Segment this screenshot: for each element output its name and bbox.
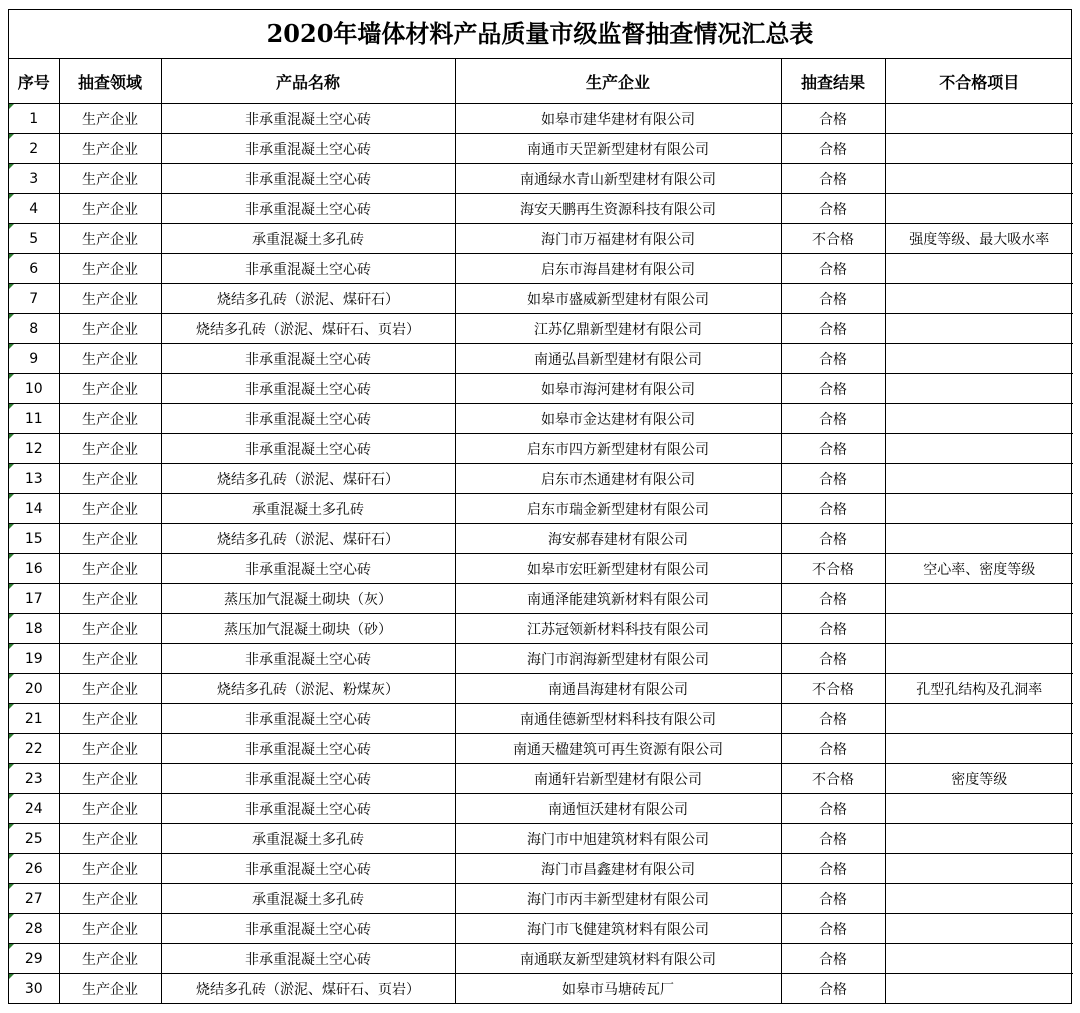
table-row [9, 944, 1073, 974]
cell-result: 不合格 [781, 224, 885, 254]
cell-index: 2 [9, 134, 59, 164]
cell-failed-items: 孔型孔结构及孔洞率 [885, 674, 1073, 704]
cell-failed-items [885, 734, 1073, 764]
cell-index: 13 [9, 464, 59, 494]
cell-product: 非承重混凝土空心砖 [161, 404, 455, 434]
cell-company: 江苏亿鼎新型建材有限公司 [455, 314, 781, 344]
cell-company: 海门市昌鑫建材有限公司 [455, 854, 781, 884]
cell-field: 生产企业 [59, 764, 161, 794]
cell-index: 16 [9, 554, 59, 584]
cell-field: 生产企业 [59, 884, 161, 914]
cell-field: 生产企业 [59, 554, 161, 584]
table-row [9, 134, 1073, 164]
cell-field: 生产企业 [59, 164, 161, 194]
cell-index: 1 [9, 104, 59, 134]
table-row [9, 764, 1073, 794]
cell-result: 合格 [781, 434, 885, 464]
cell-failed-items [885, 344, 1073, 374]
cell-product: 非承重混凝土空心砖 [161, 794, 455, 824]
header-failed-items: 不合格项目 [885, 59, 1073, 104]
cell-product: 非承重混凝土空心砖 [161, 134, 455, 164]
cell-field: 生产企业 [59, 584, 161, 614]
cell-failed-items [885, 434, 1073, 464]
table-row [9, 704, 1073, 734]
cell-company: 南通昌海建材有限公司 [455, 674, 781, 704]
cell-field: 生产企业 [59, 974, 161, 1004]
cell-index: 22 [9, 734, 59, 764]
cell-product: 非承重混凝土空心砖 [161, 704, 455, 734]
cell-product: 蒸压加气混凝土砌块（灰） [161, 584, 455, 614]
cell-result: 合格 [781, 134, 885, 164]
cell-failed-items [885, 464, 1073, 494]
cell-failed-items [885, 104, 1073, 134]
cell-product: 烧结多孔砖（淤泥、煤矸石、页岩） [161, 314, 455, 344]
cell-company: 南通弘昌新型建材有限公司 [455, 344, 781, 374]
cell-index: 14 [9, 494, 59, 524]
table-row [9, 104, 1073, 134]
cell-failed-items [885, 614, 1073, 644]
cell-field: 生产企业 [59, 674, 161, 704]
header-field: 抽查领域 [59, 59, 161, 104]
cell-field: 生产企业 [59, 314, 161, 344]
cell-product: 非承重混凝土空心砖 [161, 374, 455, 404]
cell-company: 海门市润海新型建材有限公司 [455, 644, 781, 674]
table-row [9, 614, 1073, 644]
header-product: 产品名称 [161, 59, 455, 104]
cell-result: 合格 [781, 944, 885, 974]
table-row [9, 254, 1073, 284]
table-row [9, 344, 1073, 374]
cell-product: 承重混凝土多孔砖 [161, 824, 455, 854]
cell-failed-items: 强度等级、最大吸水率 [885, 224, 1073, 254]
cell-index: 15 [9, 524, 59, 554]
cell-result: 合格 [781, 284, 885, 314]
cell-field: 生产企业 [59, 464, 161, 494]
cell-result: 合格 [781, 104, 885, 134]
cell-product: 非承重混凝土空心砖 [161, 194, 455, 224]
cell-result: 合格 [781, 494, 885, 524]
cell-company: 海门市丙丰新型建材有限公司 [455, 884, 781, 914]
cell-result: 合格 [781, 824, 885, 854]
cell-company: 如皋市宏旺新型建材有限公司 [455, 554, 781, 584]
cell-product: 烧结多孔砖（淤泥、煤矸石） [161, 284, 455, 314]
cell-result: 合格 [781, 644, 885, 674]
cell-field: 生产企业 [59, 944, 161, 974]
header-index: 序号 [9, 59, 59, 104]
table-row [9, 464, 1073, 494]
cell-product: 非承重混凝土空心砖 [161, 764, 455, 794]
cell-company: 南通绿水青山新型建材有限公司 [455, 164, 781, 194]
table-row [9, 644, 1073, 674]
cell-index: 28 [9, 914, 59, 944]
cell-failed-items [885, 164, 1073, 194]
cell-product: 承重混凝土多孔砖 [161, 884, 455, 914]
cell-failed-items [885, 644, 1073, 674]
cell-result: 合格 [781, 314, 885, 344]
cell-failed-items [885, 134, 1073, 164]
cell-company: 如皋市马塘砖瓦厂 [455, 974, 781, 1004]
cell-field: 生产企业 [59, 524, 161, 554]
table-row [9, 494, 1073, 524]
table-title: 2020年墙体材料产品质量市级监督抽查情况汇总表 [9, 10, 1071, 59]
cell-product: 非承重混凝土空心砖 [161, 554, 455, 584]
cell-field: 生产企业 [59, 704, 161, 734]
cell-failed-items [885, 854, 1073, 884]
cell-index: 20 [9, 674, 59, 704]
cell-company: 南通天楹建筑可再生资源有限公司 [455, 734, 781, 764]
cell-index: 25 [9, 824, 59, 854]
cell-failed-items [885, 584, 1073, 614]
table-row [9, 584, 1073, 614]
cell-failed-items [885, 704, 1073, 734]
cell-index: 23 [9, 764, 59, 794]
cell-field: 生产企业 [59, 104, 161, 134]
cell-result: 合格 [781, 374, 885, 404]
cell-company: 海门市中旭建筑材料有限公司 [455, 824, 781, 854]
cell-failed-items: 空心率、密度等级 [885, 554, 1073, 584]
cell-result: 不合格 [781, 554, 885, 584]
cell-product: 烧结多孔砖（淤泥、粉煤灰） [161, 674, 455, 704]
cell-result: 合格 [781, 464, 885, 494]
cell-index: 11 [9, 404, 59, 434]
cell-product: 承重混凝土多孔砖 [161, 224, 455, 254]
table-row [9, 554, 1073, 584]
cell-field: 生产企业 [59, 854, 161, 884]
cell-field: 生产企业 [59, 644, 161, 674]
cell-result: 合格 [781, 884, 885, 914]
cell-field: 生产企业 [59, 434, 161, 464]
cell-failed-items [885, 824, 1073, 854]
table-row [9, 374, 1073, 404]
cell-failed-items [885, 314, 1073, 344]
header-company: 生产企业 [455, 59, 781, 104]
cell-product: 非承重混凝土空心砖 [161, 344, 455, 374]
cell-result: 合格 [781, 164, 885, 194]
cell-company: 启东市海昌建材有限公司 [455, 254, 781, 284]
cell-field: 生产企业 [59, 134, 161, 164]
cell-product: 烧结多孔砖（淤泥、煤矸石） [161, 524, 455, 554]
cell-product: 非承重混凝土空心砖 [161, 854, 455, 884]
cell-company: 海安郝春建材有限公司 [455, 524, 781, 554]
cell-index: 29 [9, 944, 59, 974]
cell-company: 启东市杰通建材有限公司 [455, 464, 781, 494]
cell-failed-items [885, 404, 1073, 434]
cell-company: 海门市飞健建筑材料有限公司 [455, 914, 781, 944]
cell-field: 生产企业 [59, 914, 161, 944]
cell-product: 非承重混凝土空心砖 [161, 104, 455, 134]
cell-index: 4 [9, 194, 59, 224]
cell-result: 不合格 [781, 764, 885, 794]
cell-result: 合格 [781, 614, 885, 644]
cell-result: 合格 [781, 974, 885, 1004]
cell-company: 南通市天罡新型建材有限公司 [455, 134, 781, 164]
cell-product: 非承重混凝土空心砖 [161, 914, 455, 944]
cell-index: 8 [9, 314, 59, 344]
cell-index: 26 [9, 854, 59, 884]
table-row [9, 224, 1073, 254]
table-row [9, 884, 1073, 914]
cell-field: 生产企业 [59, 254, 161, 284]
table-row [9, 314, 1073, 344]
cell-company: 如皋市建华建材有限公司 [455, 104, 781, 134]
cell-result: 合格 [781, 794, 885, 824]
cell-failed-items [885, 194, 1073, 224]
cell-failed-items [885, 374, 1073, 404]
cell-company: 启东市四方新型建材有限公司 [455, 434, 781, 464]
table-row [9, 914, 1073, 944]
cell-result: 不合格 [781, 674, 885, 704]
cell-company: 南通泽能建筑新材料有限公司 [455, 584, 781, 614]
cell-index: 17 [9, 584, 59, 614]
table-row [9, 434, 1073, 464]
cell-index: 30 [9, 974, 59, 1004]
cell-company: 如皋市金达建材有限公司 [455, 404, 781, 434]
cell-index: 19 [9, 644, 59, 674]
cell-result: 合格 [781, 854, 885, 884]
cell-company: 南通联友新型建筑材料有限公司 [455, 944, 781, 974]
inspection-table [9, 59, 1073, 1003]
header-result: 抽查结果 [781, 59, 885, 104]
cell-failed-items [885, 914, 1073, 944]
cell-index: 3 [9, 164, 59, 194]
cell-index: 5 [9, 224, 59, 254]
table-row [9, 854, 1073, 884]
cell-failed-items [885, 254, 1073, 284]
cell-product: 蒸压加气混凝土砌块（砂） [161, 614, 455, 644]
cell-index: 27 [9, 884, 59, 914]
cell-field: 生产企业 [59, 284, 161, 314]
cell-product: 非承重混凝土空心砖 [161, 944, 455, 974]
table-row [9, 674, 1073, 704]
table-row [9, 404, 1073, 434]
cell-failed-items: 密度等级 [885, 764, 1073, 794]
cell-field: 生产企业 [59, 614, 161, 644]
cell-result: 合格 [781, 344, 885, 374]
cell-field: 生产企业 [59, 344, 161, 374]
cell-product: 非承重混凝土空心砖 [161, 164, 455, 194]
cell-result: 合格 [781, 704, 885, 734]
cell-company: 南通佳德新型材料科技有限公司 [455, 704, 781, 734]
cell-field: 生产企业 [59, 494, 161, 524]
cell-failed-items [885, 524, 1073, 554]
table-row [9, 794, 1073, 824]
table-row [9, 194, 1073, 224]
cell-index: 6 [9, 254, 59, 284]
table-row [9, 734, 1073, 764]
cell-field: 生产企业 [59, 734, 161, 764]
cell-result: 合格 [781, 524, 885, 554]
cell-company: 南通轩岩新型建材有限公司 [455, 764, 781, 794]
cell-company: 江苏冠领新材料科技有限公司 [455, 614, 781, 644]
cell-result: 合格 [781, 404, 885, 434]
cell-field: 生产企业 [59, 374, 161, 404]
cell-failed-items [885, 284, 1073, 314]
table-row [9, 974, 1073, 1004]
cell-field: 生产企业 [59, 404, 161, 434]
cell-index: 18 [9, 614, 59, 644]
cell-field: 生产企业 [59, 794, 161, 824]
cell-product: 承重混凝土多孔砖 [161, 494, 455, 524]
cell-failed-items [885, 494, 1073, 524]
cell-company: 启东市瑞金新型建材有限公司 [455, 494, 781, 524]
table-row [9, 524, 1073, 554]
cell-product: 非承重混凝土空心砖 [161, 434, 455, 464]
cell-result: 合格 [781, 194, 885, 224]
cell-company: 如皋市海河建材有限公司 [455, 374, 781, 404]
cell-product: 非承重混凝土空心砖 [161, 734, 455, 764]
cell-result: 合格 [781, 254, 885, 284]
cell-failed-items [885, 794, 1073, 824]
cell-field: 生产企业 [59, 194, 161, 224]
cell-company: 海安天鹏再生资源科技有限公司 [455, 194, 781, 224]
table-row [9, 164, 1073, 194]
cell-result: 合格 [781, 914, 885, 944]
cell-failed-items [885, 884, 1073, 914]
cell-product: 烧结多孔砖（淤泥、煤矸石、页岩） [161, 974, 455, 1004]
summary-sheet [8, 9, 1072, 1004]
cell-product: 烧结多孔砖（淤泥、煤矸石） [161, 464, 455, 494]
cell-index: 12 [9, 434, 59, 464]
cell-result: 合格 [781, 734, 885, 764]
cell-product: 非承重混凝土空心砖 [161, 644, 455, 674]
cell-index: 9 [9, 344, 59, 374]
cell-field: 生产企业 [59, 224, 161, 254]
cell-company: 南通恒沃建材有限公司 [455, 794, 781, 824]
cell-index: 7 [9, 284, 59, 314]
table-row [9, 284, 1073, 314]
cell-company: 如皋市盛威新型建材有限公司 [455, 284, 781, 314]
cell-index: 24 [9, 794, 59, 824]
cell-field: 生产企业 [59, 824, 161, 854]
cell-failed-items [885, 944, 1073, 974]
cell-index: 21 [9, 704, 59, 734]
cell-index: 10 [9, 374, 59, 404]
cell-result: 合格 [781, 584, 885, 614]
cell-company: 海门市万福建材有限公司 [455, 224, 781, 254]
header-row [9, 59, 1073, 104]
cell-product: 非承重混凝土空心砖 [161, 254, 455, 284]
cell-failed-items [885, 974, 1073, 1004]
table-row [9, 824, 1073, 854]
